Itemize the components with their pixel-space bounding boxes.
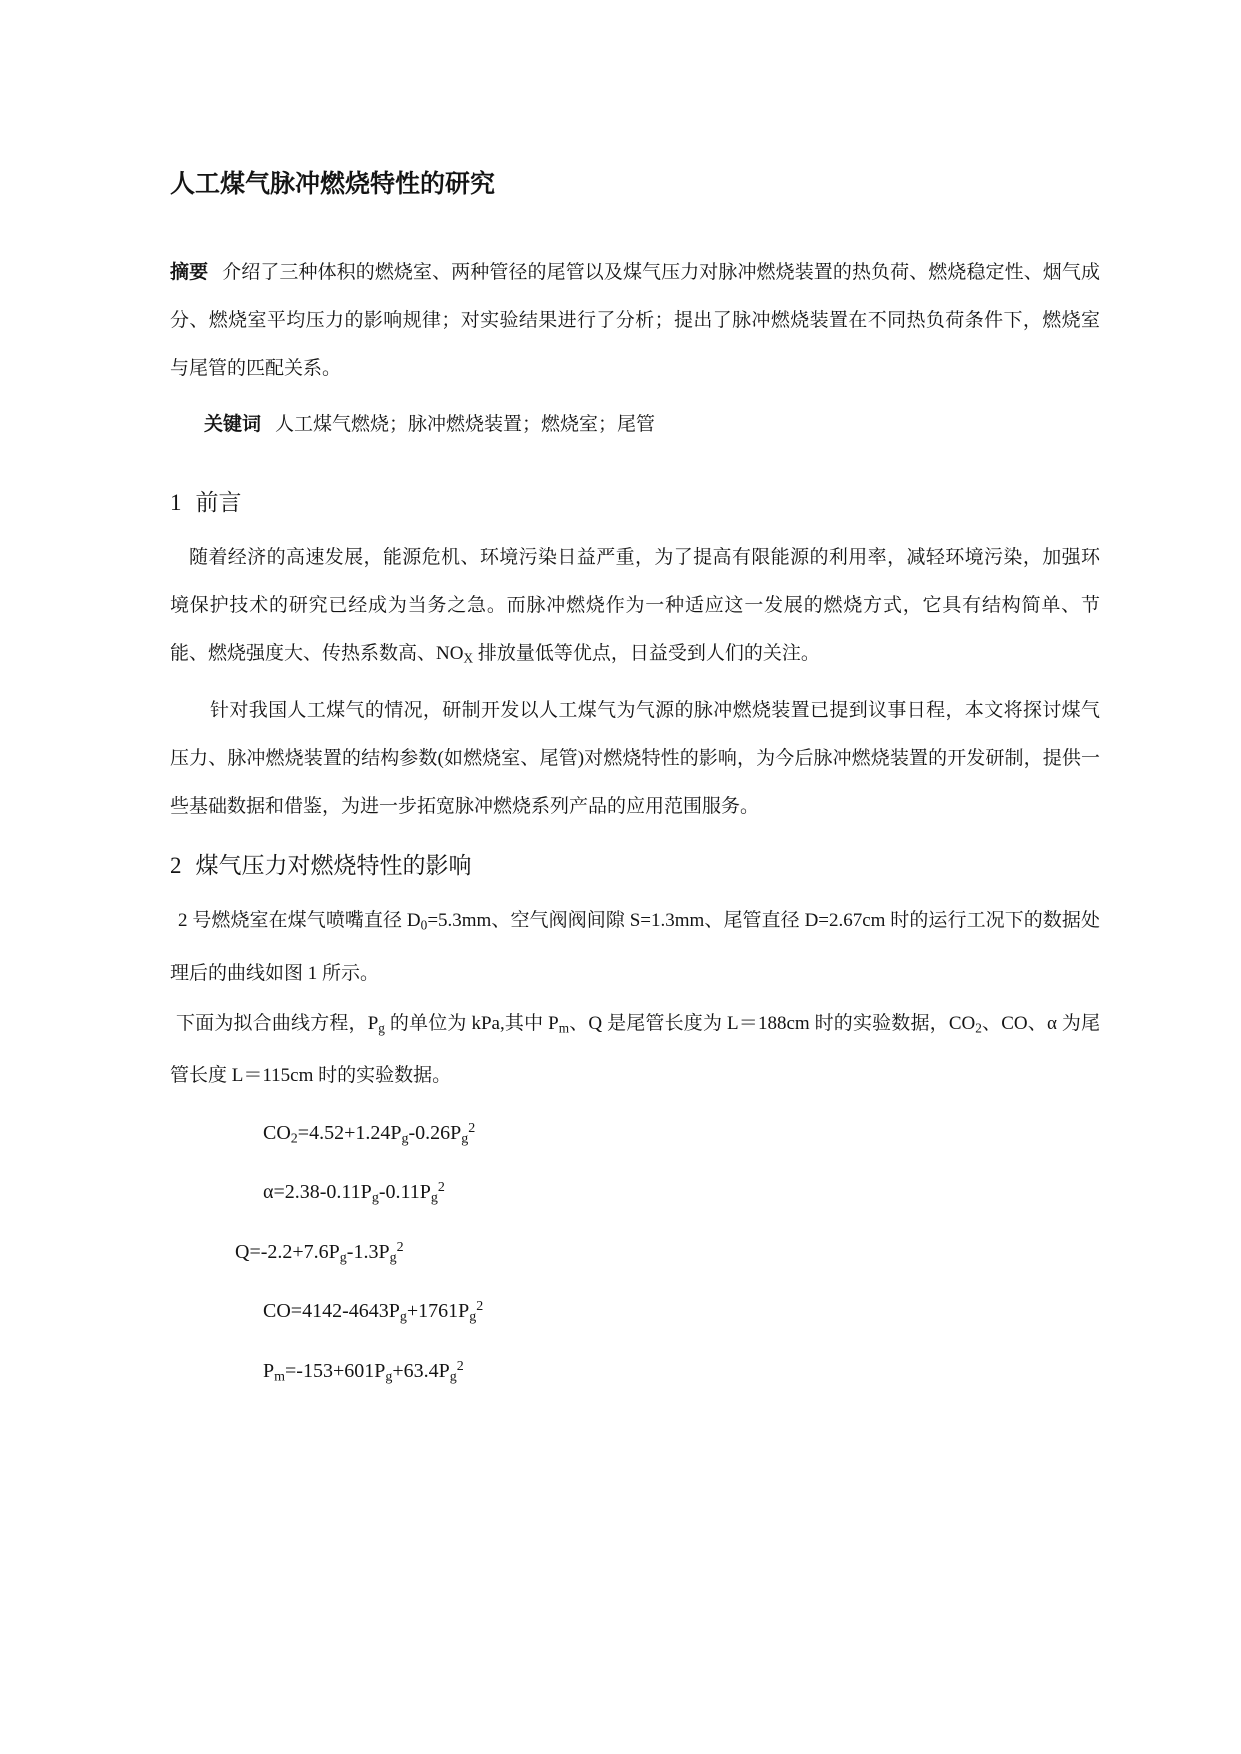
equation-text: =-153+601P	[285, 1359, 386, 1382]
section-2-paragraph-2	[170, 1000, 1100, 1100]
intro-paragraph-2: 针对我国人工煤气的情况，研制开发以人工煤气为气源的脉冲燃烧装置已提到议事日程，本文将探讨煤气压力、脉冲燃烧装置的结构参数(如燃烧室、尾管)对燃烧特性的影响，为今后脉冲燃烧装置的开发研制，提供一些基础数据和借鉴，为进一步拓宽脉冲燃烧系列产品的应用范围服务。	[170, 700, 1100, 818]
equation-subscript: g	[401, 1131, 409, 1147]
paragraph-text: 排放量低等优点，日益受到人们的关注。	[473, 643, 820, 664]
equation-text: =4.52+1.24P	[297, 1121, 402, 1144]
paragraph-text: 随着经济的高速发展，能源危机、环境污染日益严重，为了提高有限能源的利用率，减轻环境污染，加强环境保护技术的研究已经成为当务之急。而脉冲燃烧作为一种适应这一发展的燃烧方式，它具有结构简单、节能、燃烧强度大、传热系数高、NO	[170, 547, 1100, 664]
equation-subscript: g	[449, 1369, 457, 1385]
intro-paragraph-1	[170, 534, 1100, 682]
equation-subscript: g	[385, 1369, 393, 1385]
equation-subscript: g	[389, 1250, 397, 1266]
section-2-heading	[170, 848, 1100, 884]
abstract-text: 介绍了三种体积的燃烧室、两种管径的尾管以及煤气压力对脉冲燃烧装置的热负荷、燃烧稳定性、烟气成分、燃烧室平均压力的影响规律；对实验结果进行了分析；提出了脉冲燃烧装置在不同热负荷条件下，燃烧室与尾管的匹配关系。	[170, 262, 1100, 379]
equation-superscript: 2	[468, 1120, 476, 1136]
section-2-number: 2	[170, 853, 182, 879]
equation-subscript: g	[461, 1131, 469, 1147]
section-1-number: 1	[170, 490, 182, 515]
pm-subscript: m	[558, 1019, 570, 1035]
section-2-title: 煤气压力对燃烧特性的影响	[195, 853, 472, 879]
equation-text: +63.4P	[392, 1359, 450, 1382]
equation-superscript: 2	[456, 1358, 464, 1374]
document-title: 人工煤气脉冲燃烧特性的研究	[170, 171, 496, 198]
keywords-paragraph	[170, 401, 1100, 449]
paragraph-text: 的单位为 kPa,其中 P	[384, 1012, 559, 1034]
equation-subscript: m	[274, 1369, 286, 1385]
equation-text: -1.3P	[346, 1240, 390, 1263]
equation-subscript: g	[339, 1250, 347, 1266]
equation-q	[170, 1223, 1100, 1283]
equation-superscript: 2	[476, 1299, 484, 1315]
paragraph-text: 、CO、α 为尾管长度 L＝115cm 时的实验数据。	[170, 1012, 1101, 1086]
abstract-label: 摘要	[170, 262, 209, 283]
equation-text: CO	[263, 1121, 291, 1144]
paragraph-text: =5.3mm、空气阀阀间隙 S=1.3mm、尾管直径 D=2.67cm 时的运行工况下的数据处理后的曲线如图 1 所示。	[170, 910, 1100, 984]
pg-subscript: g	[378, 1019, 385, 1035]
equation-text: CO=4142-4643P	[263, 1300, 400, 1323]
equation-text: Q=-2.2+7.6P	[235, 1240, 340, 1263]
equation-text: P	[263, 1359, 275, 1382]
equation-text: -0.26P	[408, 1121, 462, 1144]
equation-co	[170, 1282, 1100, 1342]
keywords-text: 人工煤气燃烧；脉冲燃烧装置；燃烧室；尾管	[275, 414, 656, 435]
equation-superscript: 2	[396, 1239, 404, 1255]
abstract-paragraph	[170, 249, 1100, 393]
nox-subscript: X	[463, 650, 474, 666]
d0-subscript: 0	[420, 917, 428, 933]
equation-co2	[170, 1104, 1100, 1164]
paragraph-text: 下面为拟合曲线方程，P	[176, 1012, 379, 1034]
equation-text: -0.11P	[378, 1181, 431, 1204]
equation-text: α=2.38-0.11P	[263, 1181, 372, 1204]
section-1-title: 前言	[195, 490, 242, 515]
equation-pm	[170, 1342, 1100, 1402]
equation-text: +1761P	[406, 1300, 470, 1323]
paragraph-text: 2 号燃烧室在煤气喷嘴直径 D	[178, 910, 421, 932]
equation-alpha	[170, 1163, 1100, 1223]
equation-subscript: 2	[290, 1131, 298, 1147]
equation-subscript: g	[469, 1309, 477, 1325]
co2-subscript: 2	[975, 1019, 982, 1035]
section-2-paragraph-1	[170, 897, 1100, 997]
equation-subscript: g	[399, 1309, 407, 1325]
equation-block	[170, 1104, 1100, 1402]
equation-superscript: 2	[437, 1180, 445, 1196]
equation-subscript: g	[371, 1190, 379, 1206]
section-1-heading	[170, 485, 1100, 521]
paragraph-text: 、Q 是尾管长度为 L＝188cm 时的实验数据，CO	[569, 1012, 976, 1034]
equation-subscript: g	[430, 1190, 438, 1206]
keywords-label: 关键词	[204, 414, 262, 435]
